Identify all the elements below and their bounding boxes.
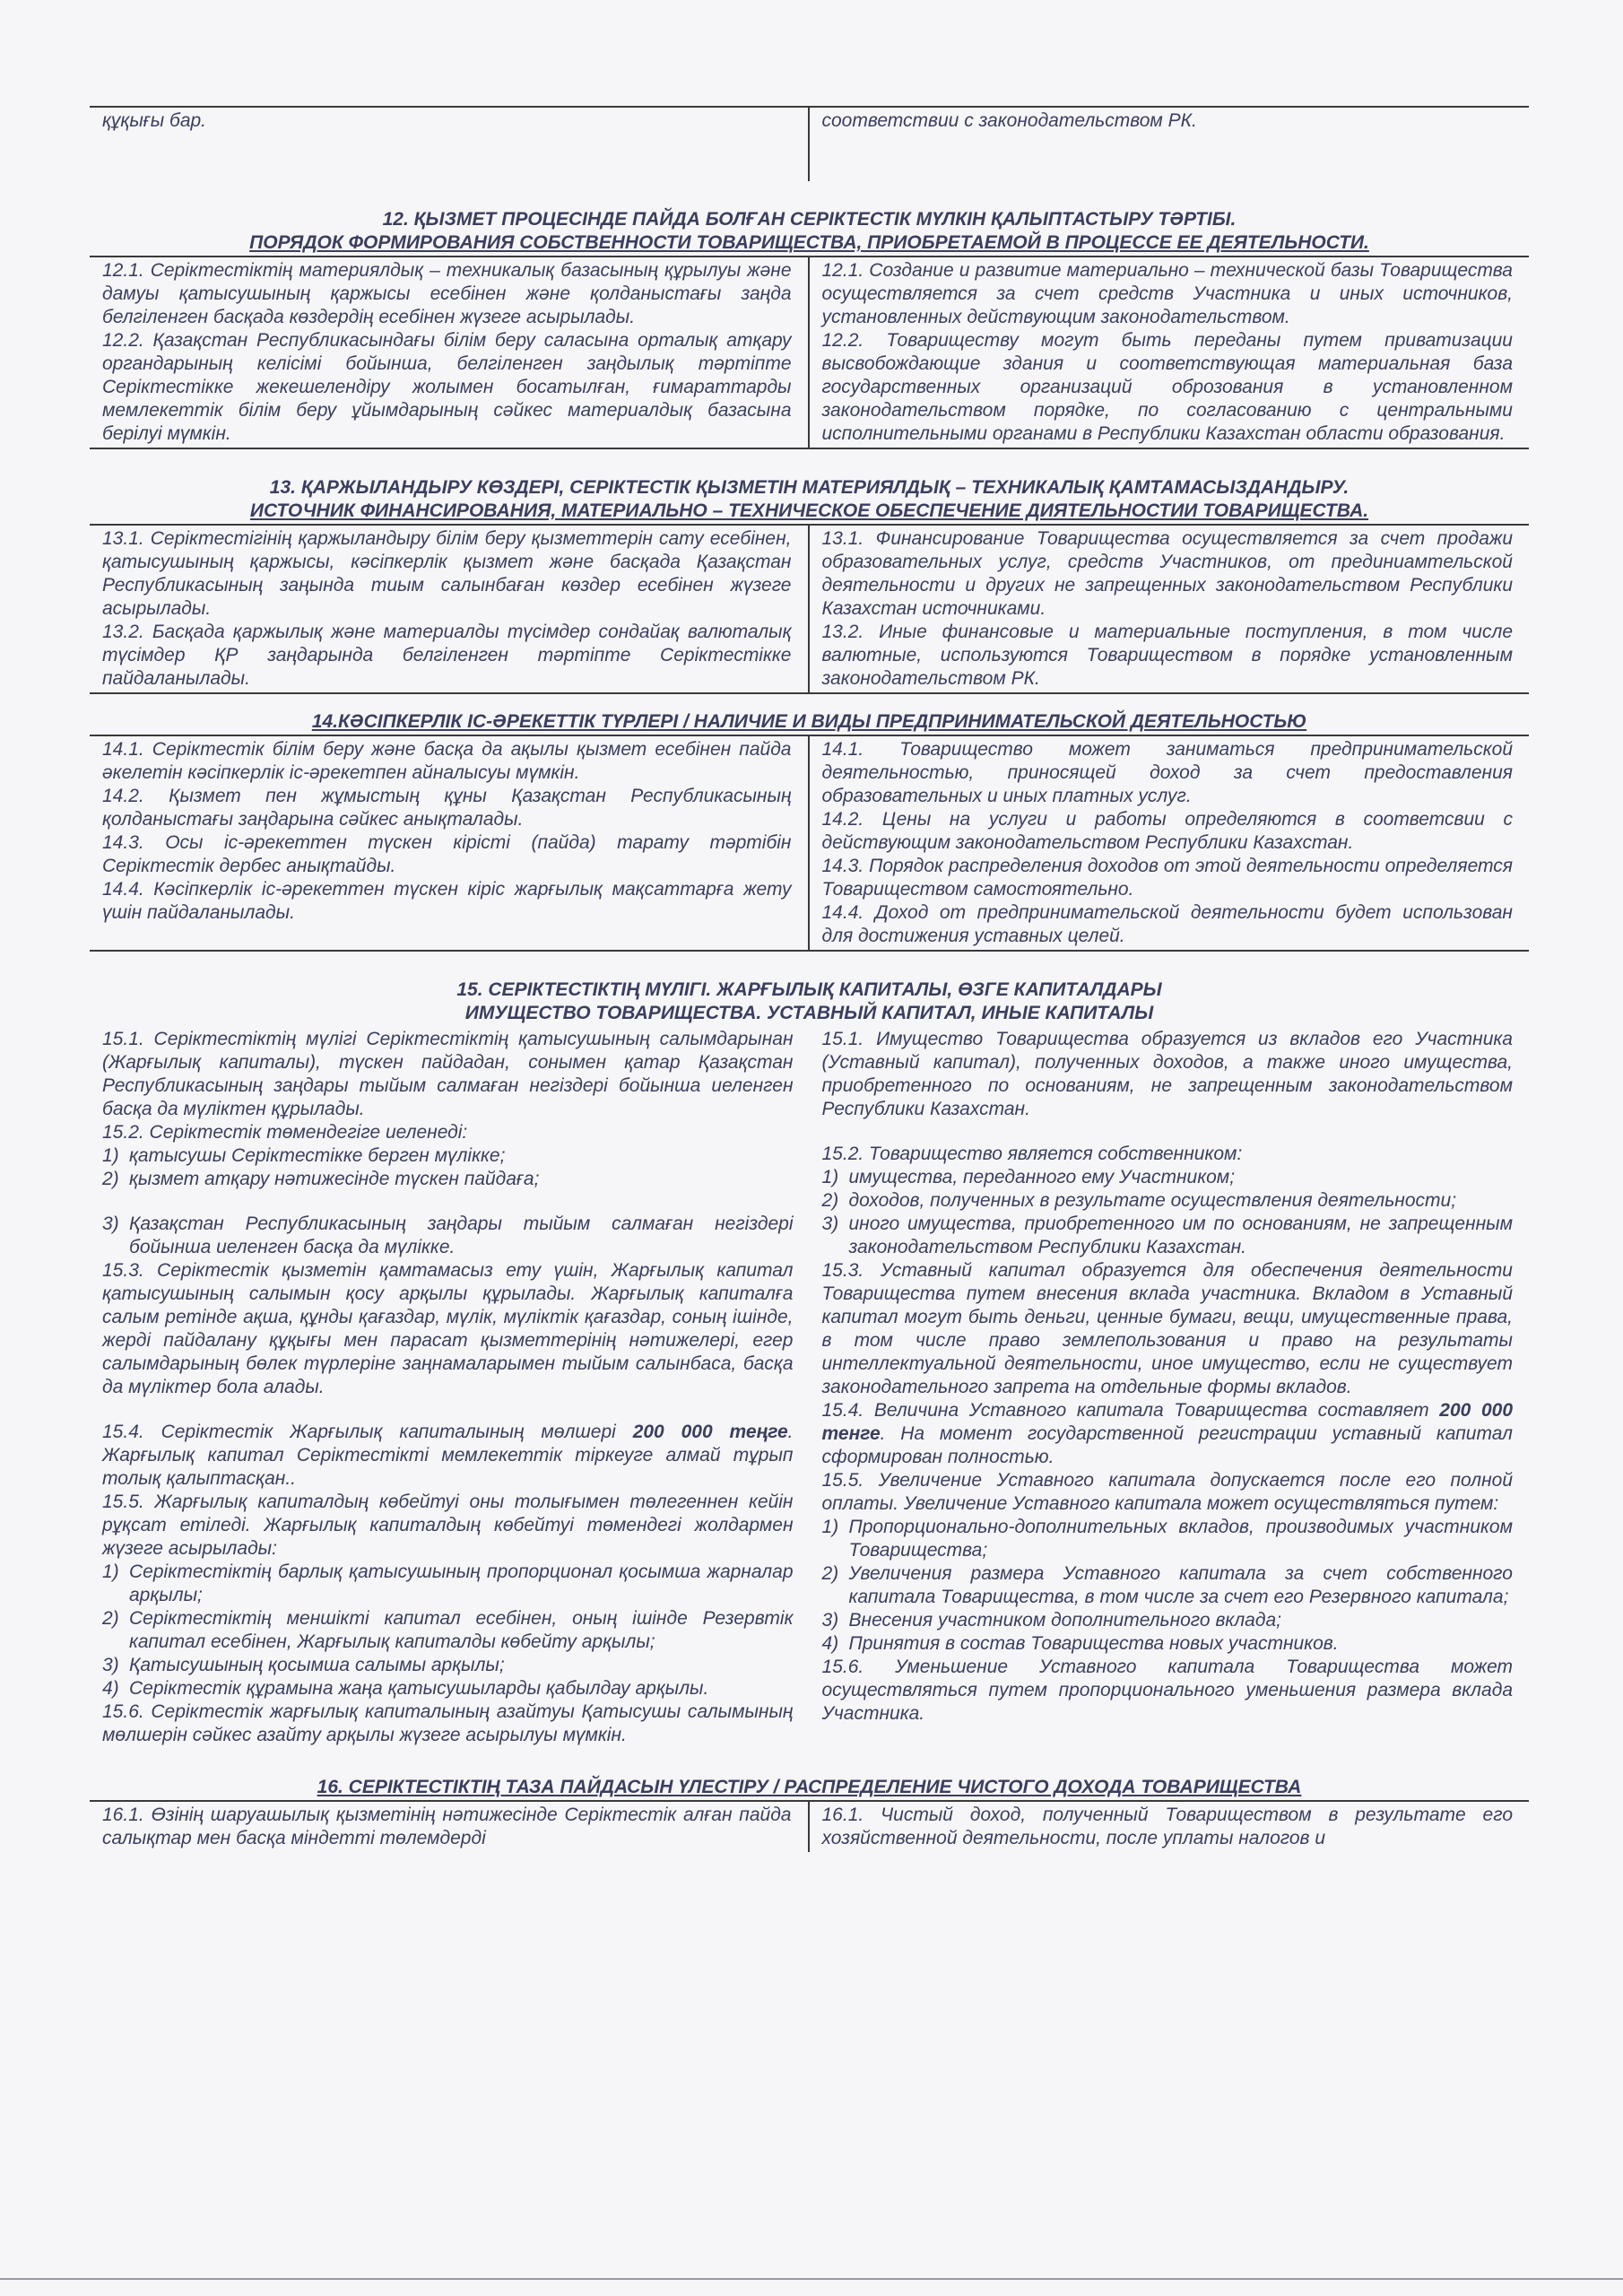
list-marker: 1) bbox=[102, 1561, 119, 1582]
section-16-heading bbox=[90, 1776, 1529, 1800]
paragraph: 15.2. Серіктестік төмендегіге иеленеді: bbox=[102, 1122, 468, 1143]
list-marker: 1) bbox=[821, 1517, 839, 1537]
list-marker: 3) bbox=[102, 1213, 119, 1234]
text-run: 15.4. Величина Уставного капитала Товарищества составляет bbox=[821, 1400, 1440, 1421]
paragraph: 12.2. Товариществу могут быть переданы путем приватизации высвобождающие здания и соответствующая материальная база государственных организаций оброзования в установленном законодательством порядке, по согласованию с центральными исполнительными органами в Республики Казахстан области образования. bbox=[821, 330, 1513, 444]
text-run: 15.4. Серіктестік Жарғылық капиталының мөлшері bbox=[102, 1422, 633, 1442]
list-item bbox=[102, 1654, 794, 1677]
heading-kz: 12. ҚЫЗМЕТ ПРОЦЕСІНДЕ ПАЙДА БОЛҒАН СЕРІКТЕСТІК МҮЛКІН ҚАЛЫПТАСТЫРУ ТӘРТІБІ. bbox=[382, 209, 1237, 230]
list-text: имущества, переданного ему Участником; bbox=[848, 1167, 1236, 1187]
list-marker: 2) bbox=[102, 1608, 119, 1629]
paragraph: 15.2. Товарищество является собственником: bbox=[821, 1144, 1243, 1164]
heading-ru: ИМУЩЕСТВО ТОВАРИЩЕСТВА. УСТАВНЫЙ КАПИТАЛ, ИНЫЕ КАПИТАЛЫ bbox=[464, 1003, 1154, 1023]
paragraph: 14.4. Доход от предпринимательской деятельности будет использован для достижения уставных целей. bbox=[821, 902, 1513, 946]
list-marker: 1) bbox=[821, 1167, 839, 1187]
heading-text: 14.КӘСІПКЕРЛІК ІС-ӘРЕКЕТТІК ТҮРЛЕРІ / НАЛИЧИЕ И ВИДЫ ПРЕДПРИНИМАТЕЛЬСКОЙ ДЕЯТЕЛЬНОСТЬЮ bbox=[311, 711, 1307, 732]
heading-ru: ПОРЯДОК ФОРМИРОВАНИЯ СОБСТВЕННОСТИ ТОВАРИЩЕСТВА, ПРИОБРЕТАЕМОЙ В ПРОЦЕССЕ ЕЕ ДЕЯТЕЛЬНОСТИ. bbox=[249, 232, 1369, 253]
charter-document bbox=[90, 106, 1529, 1852]
section-13-heading bbox=[90, 476, 1529, 524]
list-item bbox=[822, 1189, 1514, 1213]
kz-column bbox=[90, 526, 810, 692]
list-item bbox=[102, 1561, 794, 1607]
heading-ru: ИСТОЧНИК ФИНАНСИРОВАНИЯ, МАТЕРИАЛЬНО – ТЕХНИЧЕСКОЕ ОБЕСПЕЧЕНИЕ ДИЯТЕЛЬНОСТИИ ТОВАРИЩЕСТВА. bbox=[249, 500, 1369, 521]
paragraph: 13.1. Серіктестігінің қаржыландыру білім беру қызметтерін сату есебінен, қатысушының қаржысы, кәсіпкерлік қызмет және басқада Қазақстан Республикасының заңында тиым салынбаған көздер есебінен жүзеге асырылады. bbox=[102, 528, 792, 619]
list-text: Серіктестік құрамына жаңа қатысушыларды қабылдау арқылы. bbox=[129, 1678, 709, 1699]
kz-column bbox=[90, 1026, 810, 1749]
text-run: . На момент государственной регистрации уставный капитал сформирован полностью. bbox=[821, 1423, 1513, 1467]
section-15-heading bbox=[90, 978, 1529, 1026]
ru-column bbox=[810, 1802, 1530, 1852]
list-item bbox=[822, 1562, 1514, 1609]
paragraph: 14.2. Қызмет пен жұмыстың құны Қазақстан Республикасының қолданыстағы заңдарына сәйкес анықталады. bbox=[102, 786, 792, 830]
kz-column bbox=[90, 108, 810, 181]
kz-column bbox=[90, 1802, 810, 1852]
list-marker: 4) bbox=[102, 1678, 119, 1699]
paragraph: 14.2. Цены на услуги и работы определяются в соответсвии с действующим законодательством Республики Казахстан. bbox=[821, 809, 1513, 853]
list-text: Серіктестіктің барлық қатысушының пропорционал қосымша жарналар арқылы; bbox=[129, 1561, 794, 1605]
paragraph: 13.2. Басқада қаржылық және материалды түсімдер сондайақ валюталық түсімдер ҚР заңдарында белгіленген тәртіпте Серіктестікке пайдаланылады. bbox=[102, 622, 792, 689]
paragraph: 15.1. Имущество Товарищества образуется из вкладов его Участника (Уставный капитал), полученных доходов, а также иного имущества, приобретенного по основаниям, не запрещенным законодательством Республики Казахстан. bbox=[821, 1029, 1513, 1119]
list-item bbox=[102, 1677, 794, 1700]
paragraph: 15.3. Уставный капитал образуется для обеспечения деятельности Товарищества путем внесения вклада участника. Вкладом в Уставный капитал могут быть деньги, ценные бумаги, вещи, имущественные права, в том числе право землепользования и право на результаты интеллектуальной деятельности, иное имущество, если не существует законодательного запрета на отдельные формы вкладов. bbox=[821, 1260, 1513, 1397]
paragraph: 15.3. Серіктестік қызметін қамтамасыз ету үшін, Жарғылық капитал қатысушының салымын қосу арқылы құрылады. Жарғылық капиталға салым ретінде ақша, құнды қағаздар, мүлік, мүліктік қағаздар, соның ішінде, жерді пайдалану құқығы мен парасат қызметтерінің нәтижелері, егер салымдарының бөлек түрлеріне заңнамаларымен тыйым салынбаса, басқа да мүліктер бола алады. bbox=[102, 1260, 794, 1397]
list-marker: 1) bbox=[102, 1145, 119, 1166]
list-item bbox=[822, 1609, 1514, 1632]
paragraph: 15.5. Увеличение Уставного капитала допускается после его полной оплаты. Увеличение Уставного капитала может осуществляться путем: bbox=[821, 1470, 1513, 1514]
list-item bbox=[102, 1144, 794, 1168]
list-item bbox=[102, 1168, 794, 1191]
list-marker: 2) bbox=[102, 1169, 119, 1189]
page-edge-line bbox=[0, 2278, 1623, 2280]
kz-column bbox=[90, 736, 810, 950]
paragraph: 15.1. Серіктестіктің мүлігі Серіктестіктің қатысушының салымдарынан (Жарғылық капиталы), түскен пайдадан, сонымен қатар Қазақстан Республикасының заңдары тыйым салмаған негіздері бойынша иеленген басқа да мүліктен құрылады. bbox=[102, 1029, 794, 1119]
list-marker: 2) bbox=[821, 1563, 839, 1584]
paragraph: 14.4. Кәсіпкерлік іс-әрекеттен түскен кіріс жарғылық мақсаттарға жету үшін пайдаланылады. bbox=[102, 879, 792, 923]
kz-column bbox=[90, 257, 810, 448]
paragraph: 14.1. Товарищество может заниматься предпринимательской деятельностью, приносящей доход за счет предоставления образовательных и иных платных услуг. bbox=[821, 739, 1513, 806]
list-marker: 2) bbox=[821, 1190, 839, 1211]
capital-amount: 200 000 тенге bbox=[821, 1400, 1513, 1444]
paragraph: 15.6. Серіктестік жарғылық капиталының азайтуы Қатысушы салымының мөлшерін сәйкес азайту арқылы жүзеге асырылуы мүмкін. bbox=[102, 1701, 794, 1745]
paragraph: 16.1. Чистый доход, полученный Товариществом в результате его хозяйственной деятельности, после уплаты налогов и bbox=[821, 1805, 1513, 1848]
list-item bbox=[102, 1607, 794, 1654]
list-item bbox=[822, 1166, 1514, 1189]
paragraph: 15.6. Уменьшение Уставного капитала Товарищества может осуществляться путем пропорционального уменьшения размера вклада Участника. bbox=[821, 1657, 1513, 1724]
list-text: Внесения участником дополнительного вклада; bbox=[848, 1610, 1281, 1631]
list-item bbox=[822, 1516, 1514, 1562]
section-14-table bbox=[90, 735, 1529, 952]
list-text: иного имущества, приобретенного им по основаниям, не запрещенным законодательством Республики Казахстан. bbox=[848, 1213, 1513, 1257]
paragraph: 15.5. Жарғылық капиталдың көбейтуі оны толығымен төлегеннен кейін рұқсат етіледі. Жарғылық капиталдың көбейтуі төмендегі жолдармен жүзеге асырылады: bbox=[102, 1492, 794, 1559]
paragraph: 13.2. Иные финансовые и материальные поступления, в том числе валютные, используются Товариществом в порядке установленным законодательством РК. bbox=[821, 622, 1513, 689]
heading-kz: 15. СЕРІКТЕСТІКТІҢ МҮЛІГІ. ЖАРҒЫЛЫҚ КАПИТАЛЫ, ӨЗГЕ КАПИТАЛДАРЫ bbox=[456, 979, 1162, 1000]
list-marker: 4) bbox=[821, 1633, 839, 1654]
list-marker: 3) bbox=[821, 1610, 839, 1631]
paragraph bbox=[822, 1399, 1514, 1469]
list-text: доходов, полученных в результате осуществления деятельности; bbox=[848, 1190, 1457, 1211]
capital-amount: 200 000 теңге bbox=[632, 1422, 788, 1442]
continuation-row bbox=[90, 106, 1529, 181]
list-text: Қатысушының қосымша салымы арқылы; bbox=[129, 1655, 505, 1675]
paragraph: соответствии с законодательством РК. bbox=[821, 110, 1197, 131]
heading-text: 16. СЕРІКТЕСТІКТІҢ ТАЗА ПАЙДАСЫН ҮЛЕСТІРУ / РАСПРЕДЕЛЕНИЕ ЧИСТОГО ДОХОДА ТОВАРИЩЕСТВА bbox=[317, 1777, 1302, 1797]
list-marker: 3) bbox=[821, 1213, 839, 1234]
section-13-table bbox=[90, 524, 1529, 694]
list-text: Пропорционально-дополнительных вкладов, производимых участником Товарищества; bbox=[848, 1517, 1513, 1561]
list-text: қызмет атқару нәтижесінде түскен пайдаға; bbox=[129, 1169, 540, 1189]
list-item bbox=[822, 1213, 1514, 1259]
paragraph: 13.1. Финансирование Товарищества осуществляется за счет продажи образовательных услуг, средств Участников, от прединиамтельской деятельности и других не запрещенных законодательством Республики Казахстан источниками. bbox=[821, 528, 1513, 619]
paragraph: 14.3. Осы іс-әрекеттен түскен кірісті (пайда) тарату тәртібін Серіктестік дербес анықтайды. bbox=[102, 832, 792, 876]
list-text: Серіктестіктің меншікті капитал есебінен, оның ішінде Резервтік капитал есебінен, Жарғылық капиталды көбейту арқылы; bbox=[129, 1608, 794, 1652]
ru-column bbox=[810, 526, 1530, 692]
section-16-table bbox=[90, 1800, 1529, 1852]
list-marker: 3) bbox=[102, 1655, 119, 1675]
ru-column bbox=[810, 108, 1530, 181]
paragraph: 12.1. Серіктестіктің материялдық – техникалық базасының құрылуы және дамуы қатысушының қаржысы есебінен және қолданыстағы заңда белгіленген басқада көздердің есебінен жүзеге асырылады. bbox=[102, 260, 792, 327]
ru-column bbox=[810, 736, 1530, 950]
section-12-heading bbox=[90, 208, 1529, 256]
section-15-body bbox=[90, 1026, 1529, 1749]
list-text: Увеличения размера Уставного капитала за счет собственного капитала Товарищества, в том числе за счет его Резервного капитала; bbox=[848, 1563, 1513, 1607]
list-text: Қазақстан Республикасының заңдары тыйым салмаған негіздері бойынша иеленген басқа да мүлікке. bbox=[129, 1213, 794, 1257]
ru-column bbox=[810, 257, 1530, 448]
list-text: қатысушы Серіктестікке берген мүлікке; bbox=[129, 1145, 506, 1166]
section-12-table bbox=[90, 256, 1529, 449]
list-item bbox=[822, 1632, 1514, 1656]
list-item bbox=[102, 1213, 794, 1259]
paragraph bbox=[102, 1421, 794, 1491]
paragraph: 14.3. Порядок распределения доходов от этой деятельности определяется Товариществом самостоятельно. bbox=[821, 856, 1513, 900]
paragraph: 12.1. Создание и развитие материально – технической базы Товарищества осуществляется за счет средств Участника и иных источников, установленных действующим законодательством. bbox=[821, 260, 1513, 327]
heading-kz: 13. ҚАРЖЫЛАНДЫРУ КӨЗДЕРІ, СЕРІКТЕСТІК ҚЫЗМЕТІН МАТЕРИЯЛДЫҚ – ТЕХНИКАЛЫҚ ҚАМТАМАСЫЗДАНДЫРУ. bbox=[269, 477, 1350, 498]
section-14-heading bbox=[90, 710, 1529, 735]
paragraph: құқығы бар. bbox=[102, 110, 207, 131]
ru-column bbox=[810, 1026, 1530, 1749]
text-run: . Жарғылық капитал Серіктестікті мемлекеттік тіркеуге алмай тұрып толық қалыптасқан.. bbox=[102, 1422, 794, 1489]
paragraph: 14.1. Серіктестік білім беру және басқа да ақылы қызмет есебінен пайда әкелетін кәсіпкерлік іс-әрекетпен айналысуы мүмкін. bbox=[102, 739, 792, 783]
list-text: Принятия в состав Товарищества новых участников. bbox=[848, 1633, 1339, 1654]
paragraph: 16.1. Өзінің шаруашылық қызметінің нәтижесінде Серіктестік алған пайда салықтар мен басқа міндетті төлемдерді bbox=[102, 1805, 792, 1848]
paragraph: 12.2. Қазақстан Республикасындағы білім беру саласына орталық атқару органдарының келісімі бойынша, белгіленген заңдылық тәртіпте Серіктестікке жекешелендіру жолымен босатылған, ғимараттарды мемлекеттік білім беру ұйымдарының сәйкес материалдық базасына берілуі мүмкін. bbox=[102, 330, 792, 444]
